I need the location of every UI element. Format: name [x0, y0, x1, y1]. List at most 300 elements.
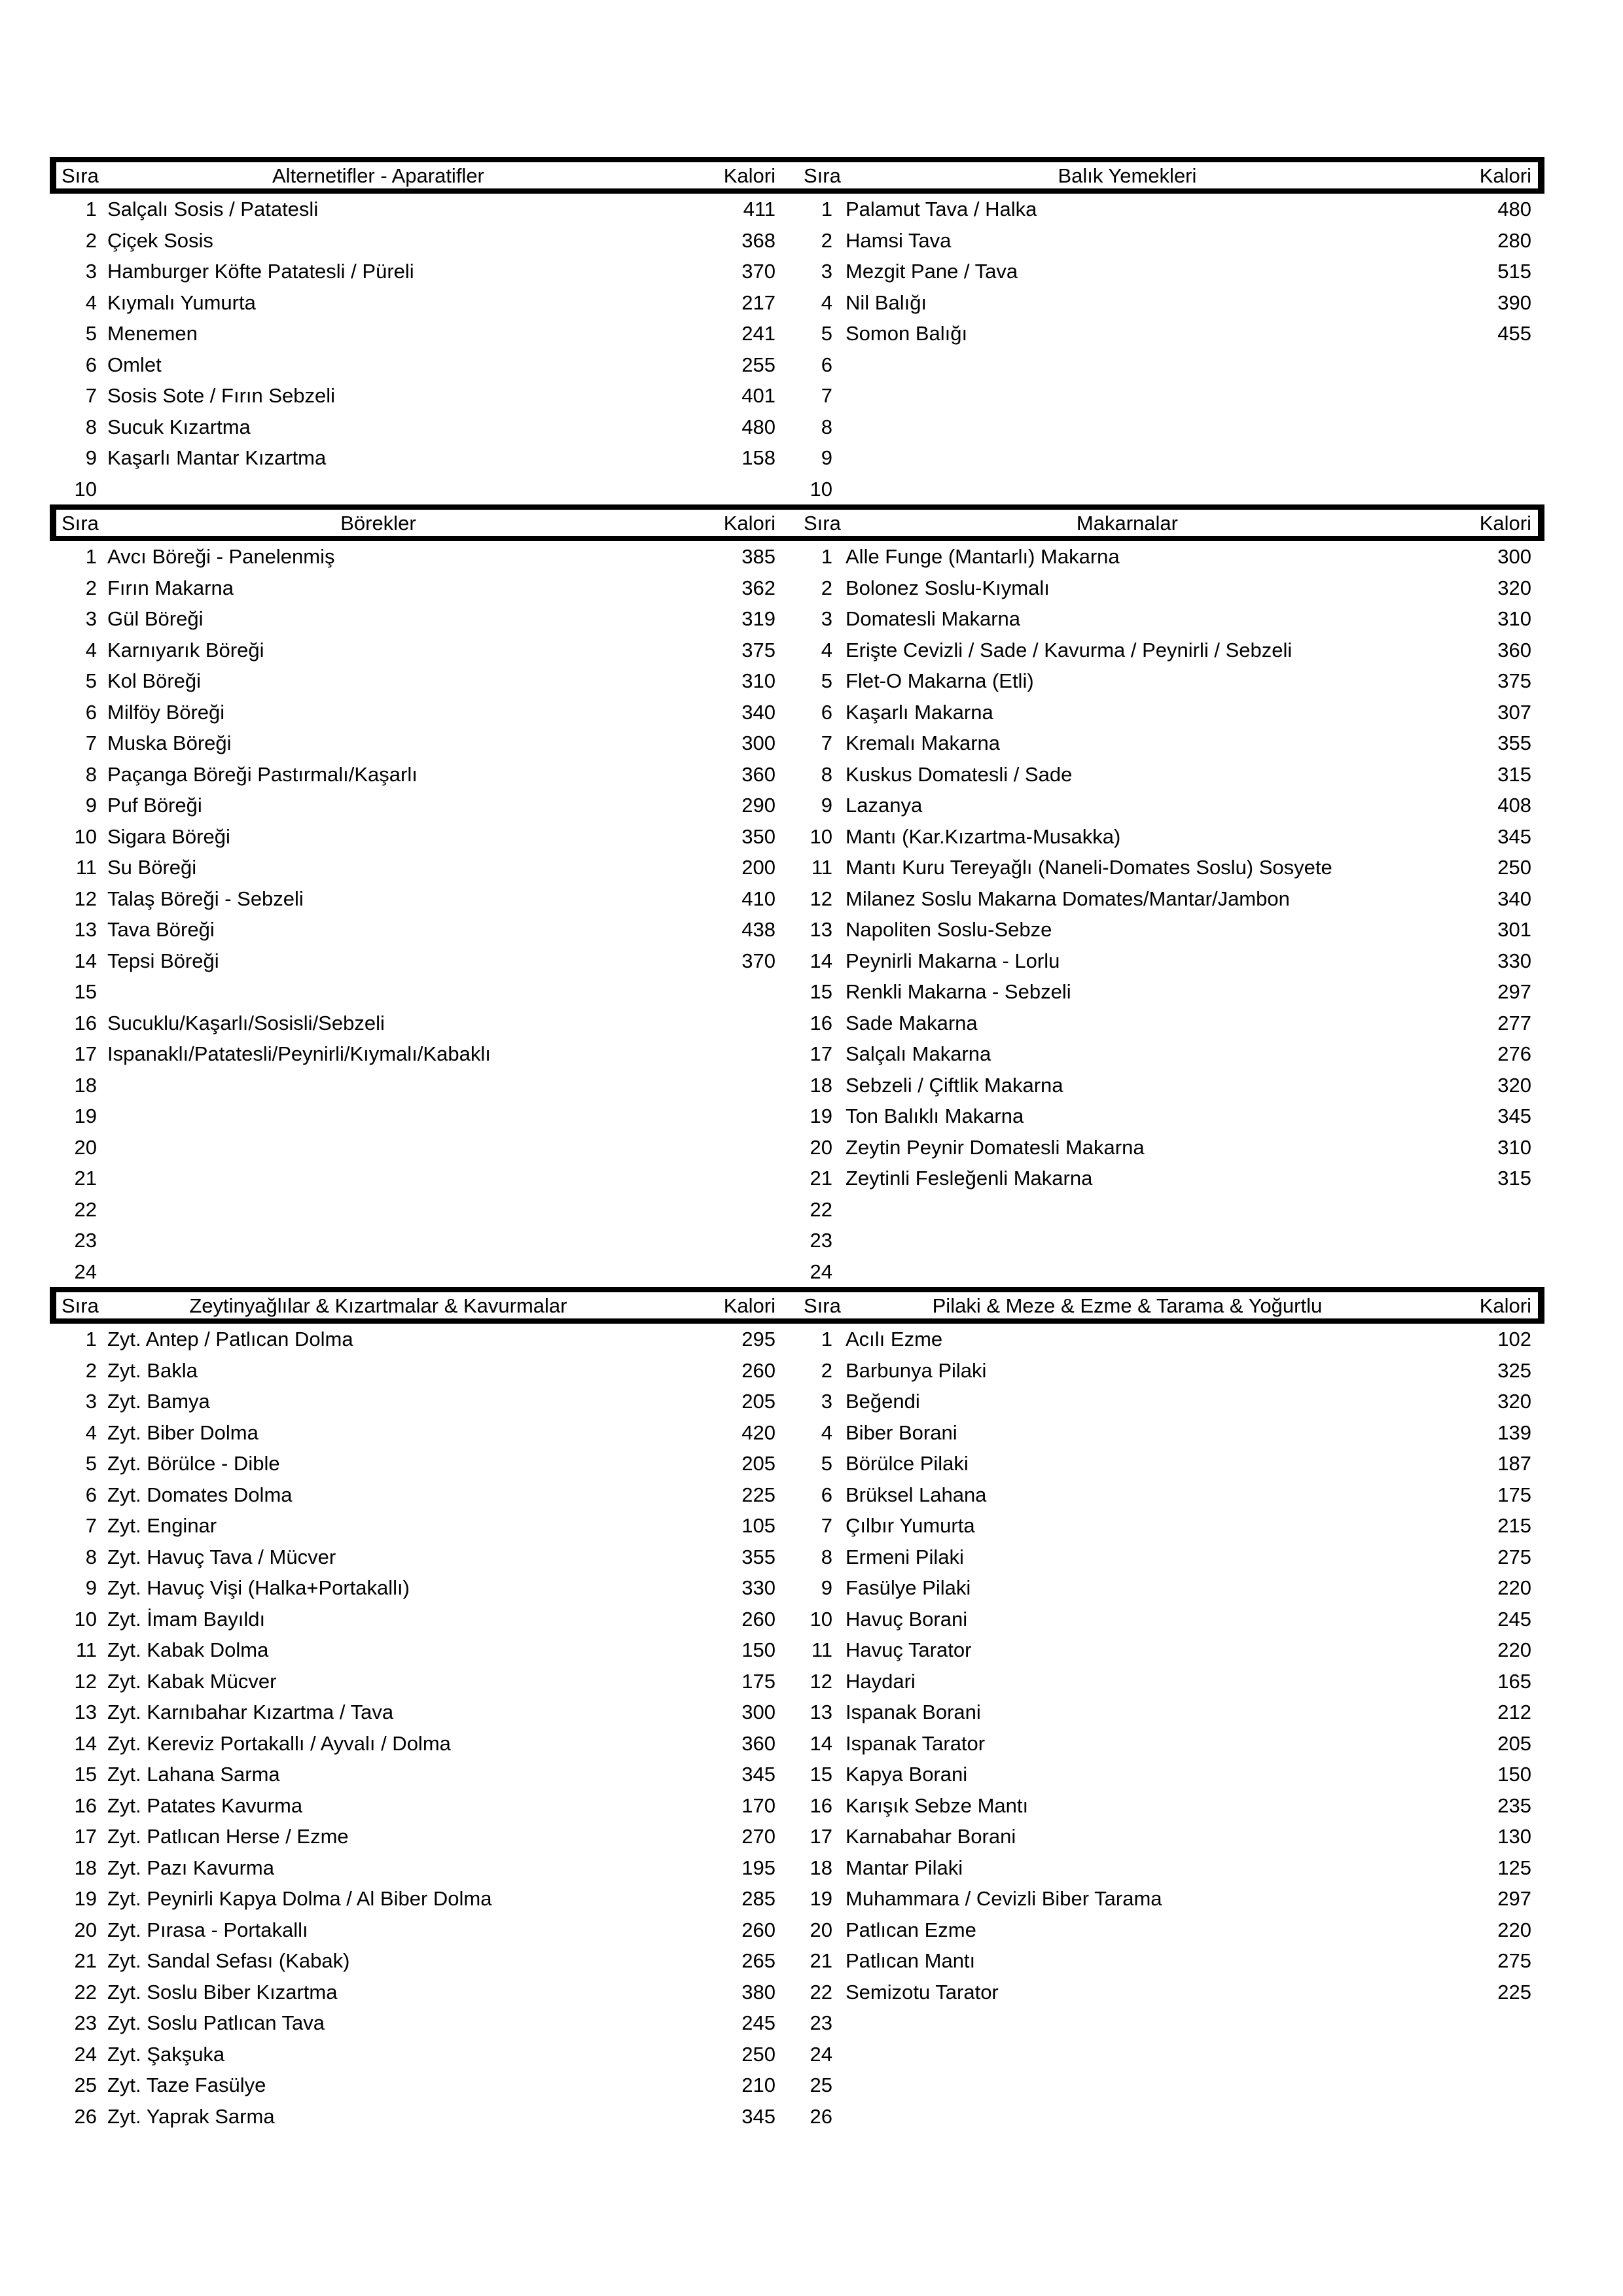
table-row [50, 1132, 1544, 1163]
item-name: Bolonez Soslu-Kıymalı [846, 576, 1050, 599]
calorie-value: 345 [1497, 1104, 1531, 1128]
row-number: 3 [85, 260, 97, 283]
item-name: Sigara Böreği [107, 824, 230, 848]
item-name: Salçalı Sosis / Patatesli [107, 198, 319, 221]
item-name: Zyt. Soslu Patlıcan Tava [107, 2011, 325, 2035]
table-row [50, 728, 1544, 759]
row-number: 15 [74, 1763, 97, 1786]
table-row [50, 1448, 1544, 1479]
item-name: Fasülye Pilaki [846, 1576, 971, 1600]
calorie-value: 205 [1497, 1731, 1531, 1755]
item-name: Kuskus Domatesli / Sade [846, 762, 1073, 786]
table-row [50, 2039, 1544, 2070]
kalori-column-label: Kalori [1479, 164, 1531, 187]
item-name: Muhammara / Cevizli Biber Tarama [846, 1887, 1162, 1911]
row-number: 5 [821, 669, 832, 693]
row-number: 18 [74, 1073, 97, 1097]
row-number: 11 [75, 856, 97, 879]
calorie-value: 212 [1497, 1701, 1531, 1724]
calorie-value: 170 [741, 1793, 776, 1817]
header-left-table [56, 510, 791, 536]
calorie-value: 205 [741, 1452, 776, 1475]
row-number: 24 [810, 1260, 832, 1283]
table-row [50, 1634, 1544, 1666]
header-right-table [791, 1292, 1538, 1318]
row-number: 17 [810, 1825, 832, 1848]
sira-column-label: Sıra [804, 164, 841, 187]
item-name: Tava Böreği [107, 918, 215, 942]
calorie-value: 480 [1497, 198, 1531, 221]
table-row [50, 1542, 1544, 1573]
item-name: Zyt. Taze Fasülye [107, 2074, 266, 2097]
calorie-value: 270 [741, 1825, 776, 1848]
calorie-value: 360 [1497, 638, 1531, 662]
row-number: 21 [810, 1949, 832, 1973]
table-row [50, 1945, 1544, 1977]
row-number: 8 [821, 762, 832, 786]
calorie-value: 245 [741, 2011, 776, 2035]
calorie-value: 385 [741, 545, 776, 569]
table-row [50, 318, 1544, 349]
item-name: Zyt. Bakla [107, 1358, 198, 1382]
table-row [50, 1604, 1544, 1635]
row-number: 6 [821, 700, 832, 724]
header-left-table [56, 1292, 791, 1318]
row-number: 19 [810, 1104, 832, 1128]
row-number: 5 [85, 322, 97, 345]
row-number: 9 [85, 1576, 97, 1600]
table-row [50, 1728, 1544, 1759]
item-name: Zyt. Peynirli Kapya Dolma / Al Biber Dolma [107, 1887, 492, 1911]
table-row [50, 1225, 1544, 1256]
calorie-value: 310 [741, 669, 776, 693]
item-name: Mantar Pilaki [846, 1856, 963, 1879]
calorie-value: 241 [741, 322, 776, 345]
table-row [50, 1355, 1544, 1386]
row-number: 7 [821, 384, 832, 408]
table-row [50, 1883, 1544, 1915]
sira-column-label: Sıra [62, 1294, 99, 1317]
row-number: 1 [821, 1328, 832, 1351]
item-name: Barbunya Pilaki [846, 1358, 987, 1382]
calorie-value: 158 [741, 446, 776, 470]
calorie-value: 225 [741, 1483, 776, 1506]
calorie-value: 195 [741, 1856, 776, 1879]
row-number: 16 [74, 1793, 97, 1817]
row-number: 4 [85, 638, 97, 662]
calorie-value: 420 [741, 1421, 776, 1444]
section-title: Balık Yemekleri [1058, 164, 1197, 187]
row-number: 1 [85, 545, 97, 569]
table-row [50, 349, 1544, 381]
table-row [50, 697, 1544, 728]
row-number: 24 [74, 1260, 97, 1283]
item-name: Zyt. Bamya [107, 1390, 210, 1413]
item-name: Zeytin Peynir Domatesli Makarna [846, 1135, 1145, 1159]
table-row [50, 474, 1544, 505]
item-name: Zyt. Kabak Dolma [107, 1638, 269, 1662]
item-name: Su Böreği [107, 856, 197, 879]
row-number: 11 [811, 856, 832, 879]
calorie-value: 102 [1497, 1328, 1531, 1351]
item-name: Zyt. Karnıbahar Kızartma / Tava [107, 1701, 394, 1724]
item-name: Ton Balıklı Makarna [846, 1104, 1024, 1128]
calorie-value: 255 [741, 353, 776, 376]
calorie-value: 139 [1497, 1421, 1531, 1444]
item-name: Çılbır Yumurta [846, 1514, 975, 1538]
table-row [50, 635, 1544, 666]
kalori-column-label: Kalori [723, 1294, 776, 1317]
header-right-table [791, 510, 1538, 536]
section-header-band [50, 1287, 1544, 1324]
row-number: 17 [810, 1042, 832, 1066]
row-number: 19 [810, 1887, 832, 1911]
item-name: Alle Funge (Mantarlı) Makarna [846, 545, 1120, 569]
row-number: 7 [821, 1514, 832, 1538]
row-number: 14 [810, 1731, 832, 1755]
calorie-value: 280 [1497, 228, 1531, 252]
row-number: 16 [810, 1793, 832, 1817]
calorie-value: 290 [741, 794, 776, 817]
row-number: 26 [74, 2104, 97, 2128]
section-header-band [50, 504, 1544, 541]
calorie-value: 217 [741, 291, 776, 314]
row-number: 9 [821, 446, 832, 470]
row-number: 11 [811, 1638, 832, 1662]
table-row [50, 1038, 1544, 1070]
row-number: 2 [85, 576, 97, 599]
calorie-value: 125 [1497, 1856, 1531, 1879]
item-name: Peynirli Makarna - Lorlu [846, 949, 1060, 972]
item-name: Paçanga Böreği Pastırmalı/Kaşarlı [107, 762, 418, 786]
row-number: 22 [810, 1197, 832, 1221]
row-number: 1 [85, 1328, 97, 1351]
row-number: 9 [821, 1576, 832, 1600]
table-row [50, 1256, 1544, 1288]
item-name: Sucuklu/Kaşarlı/Sosisli/Sebzeli [107, 1011, 385, 1034]
table-row [50, 790, 1544, 821]
row-number: 25 [810, 2074, 832, 2097]
row-number: 7 [85, 384, 97, 408]
row-number: 2 [821, 228, 832, 252]
calorie-value: 260 [741, 1607, 776, 1631]
row-number: 23 [810, 1229, 832, 1252]
item-name: Acılı Ezme [846, 1328, 943, 1351]
row-number: 2 [821, 576, 832, 599]
section-title: Zeytinyağlılar & Kızartmalar & Kavurmalar [189, 1294, 567, 1317]
calorie-value: 165 [1497, 1669, 1531, 1693]
row-number: 8 [85, 1545, 97, 1568]
row-number: 5 [85, 1452, 97, 1475]
calorie-value: 438 [741, 918, 776, 942]
calorie-value: 315 [1497, 762, 1531, 786]
item-name: Milföy Böreği [107, 700, 225, 724]
calorie-value: 275 [1497, 1545, 1531, 1568]
table-row [50, 256, 1544, 287]
item-name: Semizotu Tarator [846, 1980, 999, 2004]
calorie-value: 350 [741, 824, 776, 848]
row-number: 13 [810, 918, 832, 942]
row-number: 23 [74, 2011, 97, 2035]
row-number: 3 [821, 260, 832, 283]
table-row [50, 287, 1544, 319]
table-row [50, 1790, 1544, 1822]
table-row [50, 1479, 1544, 1511]
item-name: Flet-O Makarna (Etli) [846, 669, 1034, 693]
item-name: Çiçek Sosis [107, 228, 213, 252]
row-number: 9 [85, 446, 97, 470]
item-name: Mantı Kuru Tereyağlı (Naneli-Domates Soslu) Sosyete [846, 856, 1332, 879]
item-name: Erişte Cevizli / Sade / Kavurma / Peynirli / Sebzeli [846, 638, 1293, 662]
header-right-table [791, 162, 1538, 188]
item-name: Ispanak Borani [846, 1701, 981, 1724]
calorie-value: 345 [1497, 824, 1531, 848]
table-row [50, 976, 1544, 1008]
section-header-band [50, 157, 1544, 194]
row-number: 10 [810, 824, 832, 848]
row-number: 15 [810, 980, 832, 1004]
section-title: Pilaki & Meze & Ezme & Tarama & Yoğurtlu [932, 1294, 1323, 1317]
item-name: Kremalı Makarna [846, 732, 1001, 755]
item-name: Kaşarlı Mantar Kızartma [107, 446, 327, 470]
item-name: Sebzeli / Çiftlik Makarna [846, 1073, 1063, 1097]
row-number: 10 [74, 824, 97, 848]
calorie-value: 408 [1497, 794, 1531, 817]
calorie-value: 200 [741, 856, 776, 879]
calorie-value: 300 [1497, 545, 1531, 569]
item-name: Hamsi Tava [846, 228, 952, 252]
calorie-value: 105 [741, 1514, 776, 1538]
item-name: Renkli Makarna - Sebzeli [846, 980, 1071, 1004]
item-name: Havuç Borani [846, 1607, 968, 1631]
row-number: 4 [821, 638, 832, 662]
sira-column-label: Sıra [62, 511, 99, 535]
section-title: Börekler [340, 511, 416, 535]
table-row [50, 852, 1544, 883]
calorie-value: 401 [741, 384, 776, 408]
item-name: Mezgit Pane / Tava [846, 260, 1018, 283]
calorie-value: 175 [1497, 1483, 1531, 1506]
row-number: 4 [85, 1421, 97, 1444]
row-number: 20 [74, 1135, 97, 1159]
item-name: Zyt. Biber Dolma [107, 1421, 259, 1444]
calorie-value: 275 [1497, 1949, 1531, 1973]
item-name: Nil Balığı [846, 291, 927, 314]
row-number: 16 [810, 1011, 832, 1034]
item-name: Fırın Makarna [107, 576, 234, 599]
calorie-value: 150 [1497, 1763, 1531, 1786]
row-number: 7 [821, 732, 832, 755]
calorie-value: 340 [741, 700, 776, 724]
row-number: 7 [85, 732, 97, 755]
tables-container [50, 157, 1544, 2132]
row-number: 14 [74, 1731, 97, 1755]
item-name: Zeytinli Fesleğenli Makarna [846, 1167, 1093, 1190]
table-row [50, 380, 1544, 412]
row-number: 6 [85, 353, 97, 376]
item-name: Zyt. Soslu Biber Kızartma [107, 1980, 338, 2004]
item-name: Talaş Böreği - Sebzeli [107, 887, 304, 910]
kalori-column-label: Kalori [1479, 511, 1531, 535]
calorie-value: 310 [1497, 1135, 1531, 1159]
table-row [50, 1386, 1544, 1417]
table-row [50, 1008, 1544, 1039]
row-number: 21 [74, 1167, 97, 1190]
table-row [50, 412, 1544, 443]
table-row [50, 1697, 1544, 1728]
row-number: 14 [74, 949, 97, 972]
row-number: 12 [810, 1669, 832, 1693]
calorie-value: 250 [1497, 856, 1531, 879]
table-row [50, 759, 1544, 790]
table-row [50, 1666, 1544, 1697]
row-number: 20 [74, 1918, 97, 1941]
row-number: 22 [810, 1980, 832, 2004]
table-row [50, 1759, 1544, 1790]
item-name: Muska Böreği [107, 732, 232, 755]
table-row [50, 225, 1544, 256]
item-name: Zyt. Börülce - Dible [107, 1452, 280, 1475]
row-number: 26 [810, 2104, 832, 2128]
item-name: Zyt. Havuç Tava / Mücver [107, 1545, 336, 1568]
item-name: Tepsi Böreği [107, 949, 219, 972]
calorie-value: 320 [1497, 1390, 1531, 1413]
item-name: Börülce Pilaki [846, 1452, 969, 1475]
kalori-column-label: Kalori [723, 511, 776, 535]
item-name: Zyt. Antep / Patlıcan Dolma [107, 1328, 353, 1351]
row-number: 18 [810, 1856, 832, 1879]
row-number: 19 [74, 1887, 97, 1911]
row-number: 24 [810, 2042, 832, 2066]
calorie-value: 515 [1497, 260, 1531, 283]
table-row [50, 1417, 1544, 1449]
row-number: 18 [74, 1856, 97, 1879]
calorie-value: 220 [1497, 1638, 1531, 1662]
item-name: Zyt. Yaprak Sarma [107, 2104, 275, 2128]
calorie-value: 187 [1497, 1452, 1531, 1475]
row-number: 12 [74, 887, 97, 910]
item-name: Gül Böreği [107, 607, 204, 631]
item-name: Palamut Tava / Halka [846, 198, 1037, 221]
calorie-value: 205 [741, 1390, 776, 1413]
calorie-value: 276 [1497, 1042, 1531, 1066]
item-name: Zyt. Kereviz Portakallı / Ayvalı / Dolma [107, 1731, 451, 1755]
row-number: 7 [85, 1514, 97, 1538]
calorie-value: 410 [741, 887, 776, 910]
table-row [50, 1915, 1544, 1946]
item-name: Mantı (Kar.Kızartma-Musakka) [846, 824, 1121, 848]
table-row [50, 2070, 1544, 2101]
item-name: Havuç Tarator [846, 1638, 972, 1662]
calorie-value: 295 [741, 1328, 776, 1351]
calorie-value: 330 [741, 1576, 776, 1600]
row-number: 21 [810, 1167, 832, 1190]
table-row [50, 1101, 1544, 1132]
row-number: 1 [821, 198, 832, 221]
row-number: 13 [74, 1701, 97, 1724]
table-row [50, 883, 1544, 915]
calorie-value: 315 [1497, 1167, 1531, 1190]
calorie-value: 310 [1497, 607, 1531, 631]
table-row [50, 1324, 1544, 1355]
row-number: 8 [85, 415, 97, 438]
sira-column-label: Sıra [804, 511, 841, 535]
row-number: 1 [85, 198, 97, 221]
row-number: 12 [74, 1669, 97, 1693]
row-number: 8 [85, 762, 97, 786]
row-number: 6 [85, 1483, 97, 1506]
calorie-value: 220 [1497, 1918, 1531, 1941]
row-number: 13 [810, 1701, 832, 1724]
row-number: 5 [85, 669, 97, 693]
header-left-table [56, 162, 791, 188]
item-name: Napoliten Soslu-Sebze [846, 918, 1052, 942]
row-number: 4 [85, 291, 97, 314]
item-name: Zyt. Lahana Sarma [107, 1763, 280, 1786]
item-name: Zyt. Patates Kavurma [107, 1793, 303, 1817]
calorie-value: 375 [741, 638, 776, 662]
row-number: 4 [821, 1421, 832, 1444]
table-row [50, 665, 1544, 697]
calorie-value: 330 [1497, 949, 1531, 972]
item-name: Karışık Sebze Mantı [846, 1793, 1029, 1817]
table-row [50, 1977, 1544, 2008]
calorie-value: 245 [1497, 1607, 1531, 1631]
row-number: 12 [810, 887, 832, 910]
calorie-value: 360 [741, 1731, 776, 1755]
table-row [50, 603, 1544, 635]
item-name: Biber Borani [846, 1421, 957, 1444]
row-number: 1 [821, 545, 832, 569]
item-name: Ispanaklı/Patatesli/Peynirli/Kıymalı/Kabaklı [107, 1042, 491, 1066]
table-row [50, 442, 1544, 474]
row-number: 6 [821, 353, 832, 376]
calorie-value: 260 [741, 1358, 776, 1382]
calorie-value: 285 [741, 1887, 776, 1911]
item-name: Karnabahar Borani [846, 1825, 1016, 1848]
calorie-value: 320 [1497, 1073, 1531, 1097]
calorie-value: 297 [1497, 980, 1531, 1004]
item-name: Somon Balığı [846, 322, 968, 345]
item-name: Kol Böreği [107, 669, 202, 693]
section-title: Makarnalar [1076, 511, 1178, 535]
row-number: 24 [74, 2042, 97, 2066]
table-row [50, 1194, 1544, 1226]
calorie-value: 355 [1497, 732, 1531, 755]
calorie-value: 320 [1497, 576, 1531, 599]
calorie-value: 260 [741, 1918, 776, 1941]
table-row [50, 1163, 1544, 1194]
item-name: Kaşarlı Makarna [846, 700, 993, 724]
calorie-value: 210 [741, 2074, 776, 2097]
row-number: 6 [821, 1483, 832, 1506]
row-number: 19 [74, 1104, 97, 1128]
calorie-value: 300 [741, 732, 776, 755]
row-number: 10 [74, 1607, 97, 1631]
row-number: 22 [74, 1980, 97, 2004]
calorie-value: 340 [1497, 887, 1531, 910]
table-row [50, 821, 1544, 853]
row-number: 2 [85, 1358, 97, 1382]
table-row [50, 1852, 1544, 1884]
calorie-value: 345 [741, 2104, 776, 2128]
item-name: Zyt. Enginar [107, 1514, 217, 1538]
sira-column-label: Sıra [804, 1294, 841, 1317]
row-number: 20 [810, 1135, 832, 1159]
item-name: Sosis Sote / Fırın Sebzeli [107, 384, 336, 408]
table-row [50, 1070, 1544, 1101]
item-name: Omlet [107, 353, 162, 376]
